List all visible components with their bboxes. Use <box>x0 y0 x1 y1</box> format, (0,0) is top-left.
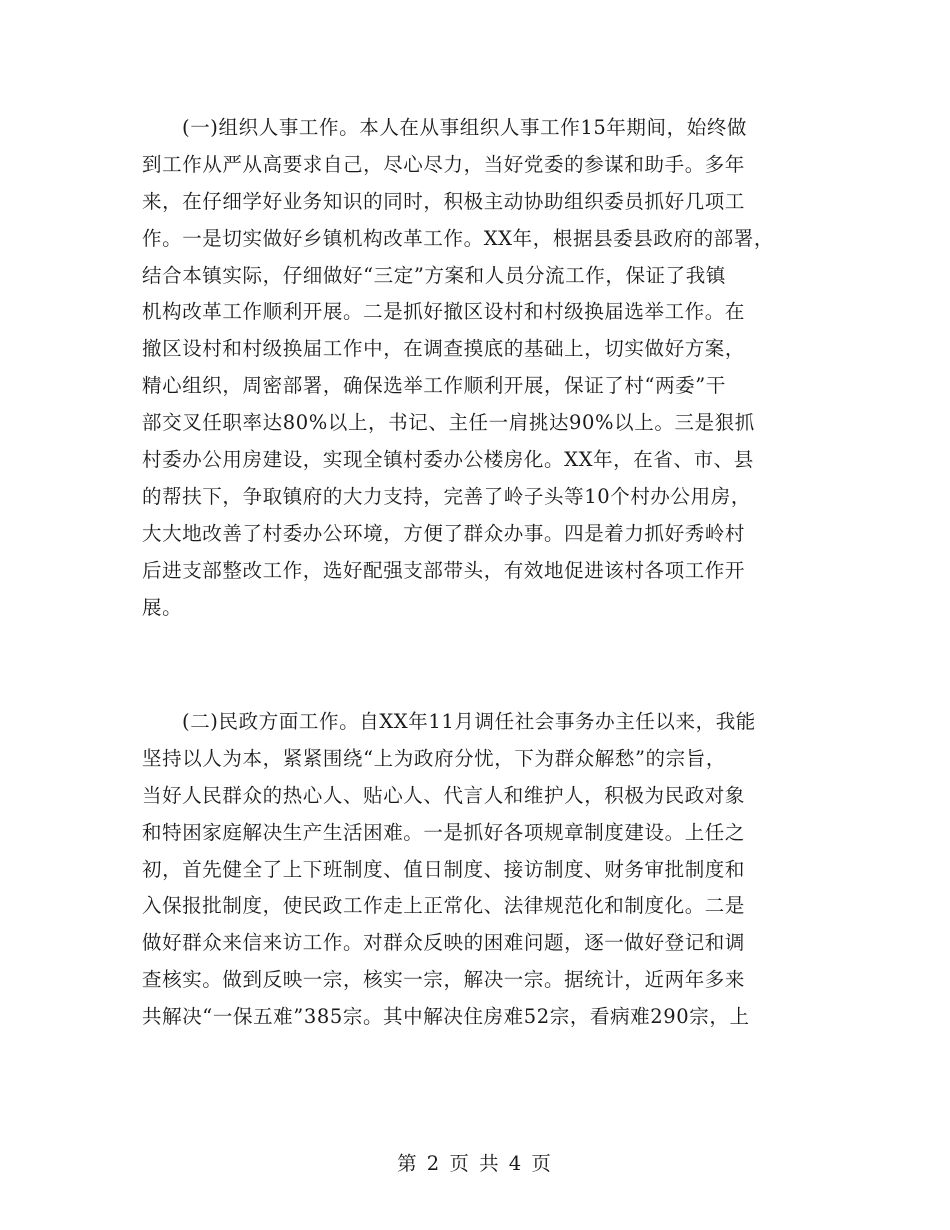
text-line: 初，首先健全了上下班制度、值日制度、接访制度、财务审批制度和 <box>142 857 746 881</box>
text-line: 村委办公用房建设，实现全镇村委办公楼房化。XX年，在省、市、县 <box>142 448 754 472</box>
text-line: 入保报批制度，使民政工作走上正常化、法律规范化和制度化。二是 <box>142 894 746 918</box>
text-line: 大大地改善了村委办公环境，方便了群众办事。四是着力抓好秀岭村 <box>142 521 746 545</box>
text-line: 做好群众来信来访工作。对群众反映的困难问题，逐一做好登记和调 <box>142 931 746 955</box>
text-line: 共解决“一保五难”385宗。其中解决住房难52宗，看病难290宗，上 <box>142 1005 750 1029</box>
text-line: 精心组织，周密部署，确保选举工作顺利开展，保证了村“两委”干 <box>142 374 726 398</box>
paragraph-organization-personnel <box>142 110 774 626</box>
page-number-footer: 第 2 页 共 4 页 <box>397 1152 553 1175</box>
paragraph-civil-affairs <box>142 704 756 1036</box>
text-line: 查核实。做到反映一宗，核实一宗，解决一宗。据统计，近两年多来 <box>142 968 746 992</box>
text-line: 的帮扶下，争取镇府的大力支持，完善了岭子头等10个村办公用房， <box>142 484 751 508</box>
text-line: 展。 <box>142 595 183 619</box>
text-line: (一)组织人事工作。本人在从事组织人事工作15年期间，始终做 <box>182 116 748 139</box>
text-line: 坚持以人为本，紧紧围绕“上为政府分忧，下为群众解愁”的宗旨， <box>142 746 726 770</box>
text-line: 作。一是切实做好乡镇机构改革工作。XX年，根据县委县政府的部署， <box>142 226 774 250</box>
text-line: 当好人民群众的热心人、贴心人、代言人和维护人，积极为民政对象 <box>142 783 746 807</box>
text-line: 部交叉任职率达80%以上，书记、主任一肩挑达90%以上。三是狠抓 <box>142 411 755 435</box>
text-line: 到工作从严从高要求自己，尽心尽力，当好党委的参谋和助手。多年 <box>142 152 746 176</box>
text-line: 机构改革工作顺利开展。二是抓好撤区设村和村级换届选举工作。在 <box>142 300 746 324</box>
text-line: 和特困家庭解决生产生活困难。一是抓好各项规章制度建设。上任之 <box>142 820 746 844</box>
text-line: (二)民政方面工作。自XX年11月调任社会事务办主任以来，我能 <box>182 710 756 733</box>
text-line: 后进支部整改工作，选好配强支部带头，有效地促进该村各项工作开 <box>142 558 746 582</box>
text-line: 结合本镇实际，仔细做好“三定”方案和人员分流工作，保证了我镇 <box>142 263 726 287</box>
text-line: 撤区设村和村级换届工作中，在调查摸底的基础上，切实做好方案， <box>142 337 746 361</box>
text-line: 来，在仔细学好业务知识的同时，积极主动协助组织委员抓好几项工 <box>142 189 746 213</box>
